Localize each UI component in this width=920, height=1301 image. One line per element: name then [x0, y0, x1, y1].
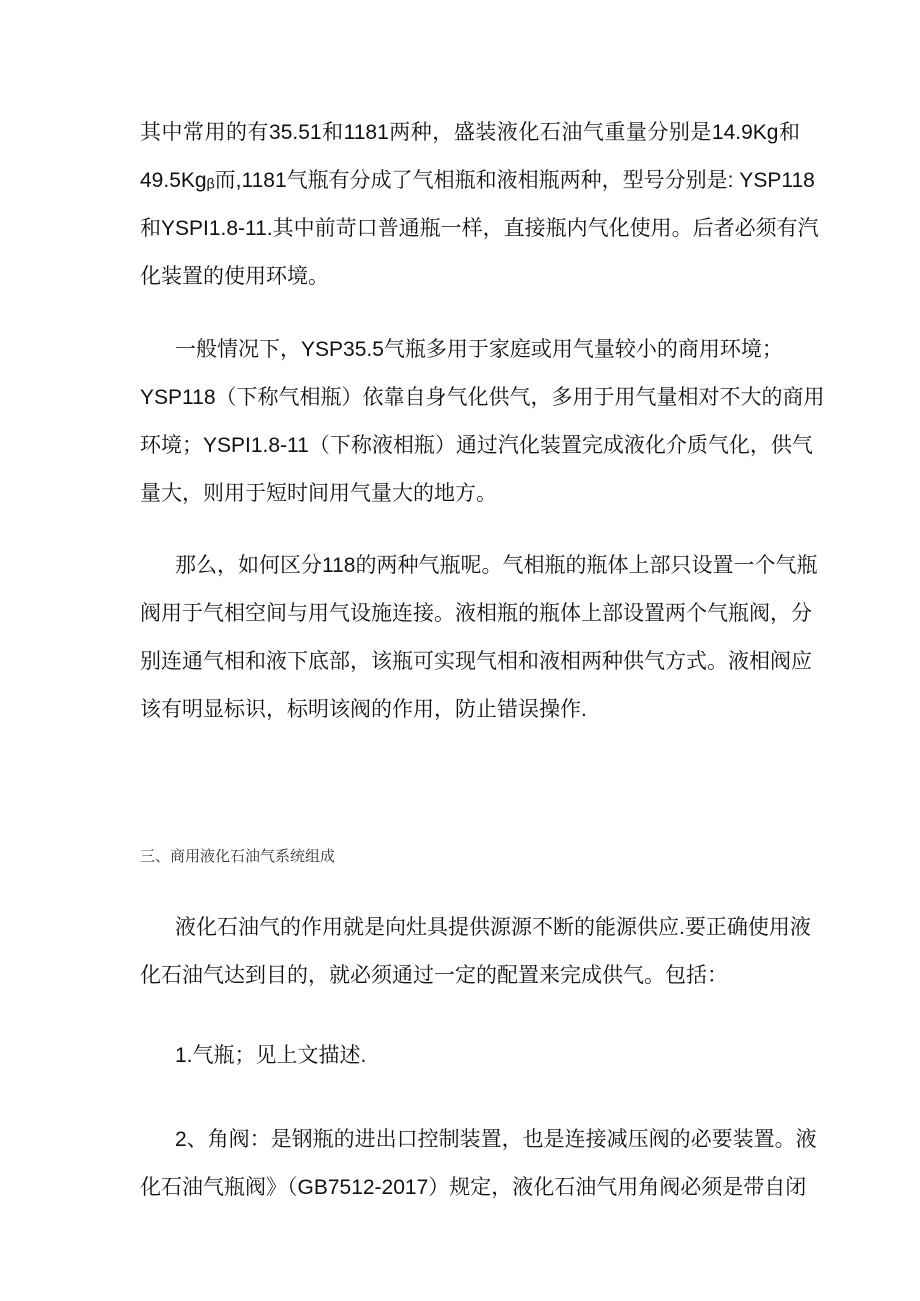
list-item-2-line-1: 2、角阀：是钢瓶的进出口控制装置，也是连接减压阀的必要装置。液: [175, 1128, 817, 1151]
paragraph-1-line-2: 49.5Kgᵦ而,1181气瓶有分成了气相瓶和液相瓶两种，型号分别是: YSP118: [140, 169, 815, 192]
section-heading: 三、商用液化石油气系统组成: [140, 849, 336, 865]
paragraph-2-line-3: 环境；YSPI1.8-11（下称液相瓶）通过汽化装置完成液化介质气化，供气: [140, 434, 813, 457]
paragraph-3-line-2: 阀用于气相空间与用气设施连接。液相瓶的瓶体上部设置两个气瓶阀，分: [140, 602, 812, 625]
paragraph-2-line-1: 一般情况下，YSP35.5气瓶多用于家庭或用气量较小的商用环境；: [175, 338, 783, 361]
paragraph-3-line-1: 那么，如何区分118的两种气瓶呢。气相瓶的瓶体上部只设置一个气瓶: [175, 554, 818, 577]
paragraph-2-line-2: YSP118（下称气相瓶）依靠自身气化供气，多用于用气量相对不大的商用: [140, 386, 825, 409]
paragraph-1-line-1: 其中常用的有35.51和1181两种，盛装液化石油气重量分别是14.9Kg和: [140, 121, 800, 144]
list-item-1: 1.气瓶；见上文描述.: [175, 1044, 367, 1067]
paragraph-2-line-4: 量大，则用于短时间用气量大的地方。: [140, 482, 497, 505]
list-item-2-line-2: 化石油气瓶阀》（GB7512-2017）规定，液化石油气用角阀必须是带自闭: [140, 1176, 807, 1199]
paragraph-1-line-3: 和YSPI1.8-11.其中前苛口普通瓶一样，直接瓶内气化使用。后者必须有汽: [140, 217, 819, 240]
paragraph-4-line-2: 化石油气达到目的，就必须通过一定的配置来完成供气。包括：: [140, 964, 728, 987]
paragraph-3-line-3: 别连通气相和液下底部，该瓶可实现气相和液相两种供气方式。液相阀应: [140, 650, 812, 673]
paragraph-1-line-4: 化装置的使用环境。: [140, 265, 329, 288]
paragraph-3-line-4: 该有明显标识，标明该阀的作用，防止错误操作.: [140, 698, 587, 721]
paragraph-4-line-1: 液化石油气的作用就是向灶具提供源源不断的能源供应.要正确使用液: [175, 916, 811, 939]
